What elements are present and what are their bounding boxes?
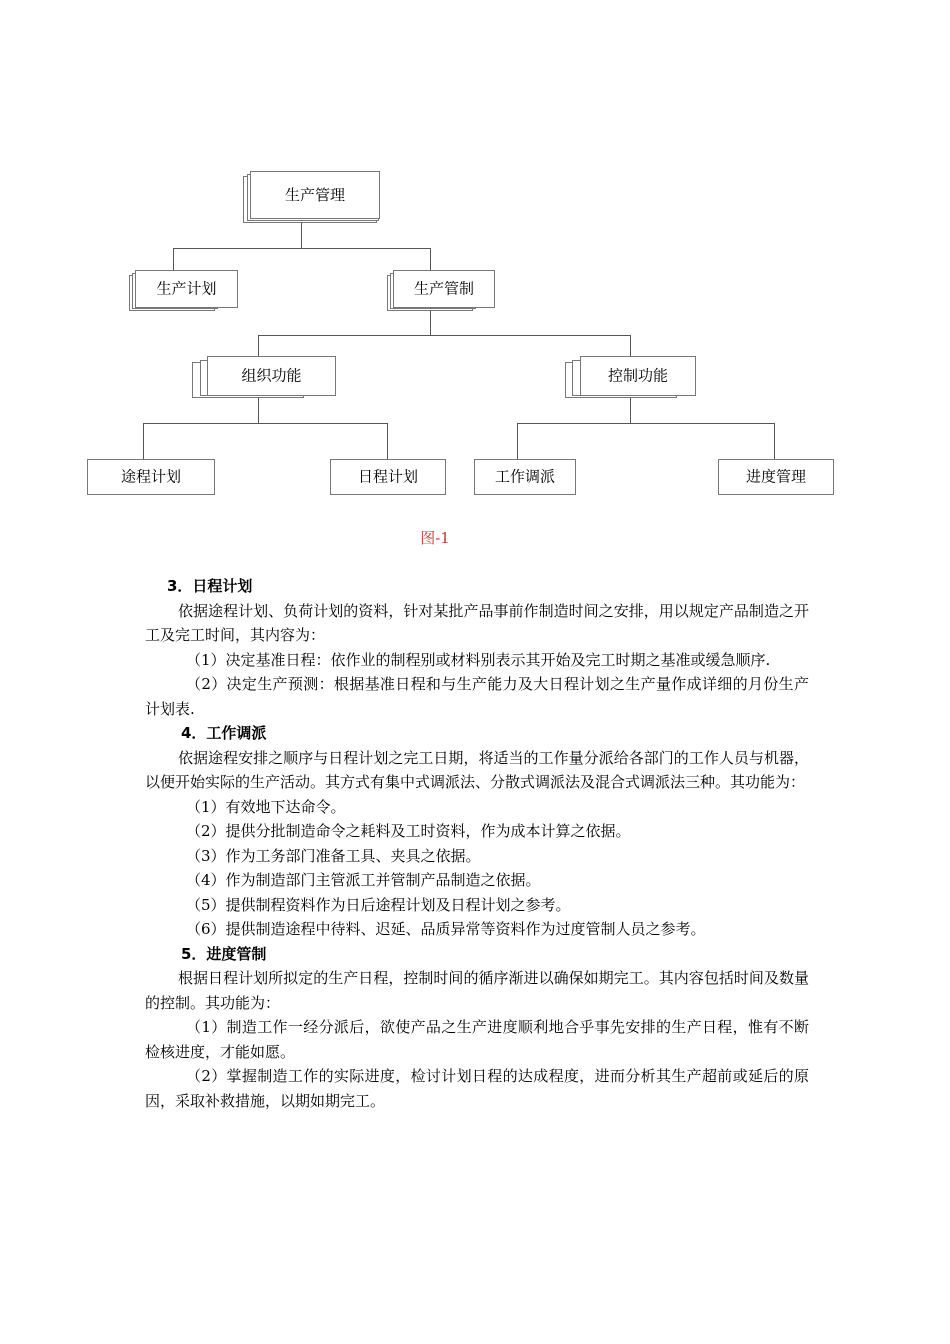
node-label: 进度管理	[745, 467, 806, 486]
node-route-plan	[87, 459, 215, 495]
node-production-management	[250, 171, 380, 219]
list-item: （3）作为工务部门准备工具、夹具之依据。	[186, 846, 481, 865]
node-label: 生产管制	[413, 279, 474, 298]
connector	[430, 248, 431, 270]
connector	[258, 335, 631, 336]
list-item: （2）提供分批制造命令之耗料及工时资料，作为成本计算之依据。	[186, 822, 631, 840]
node-label: 途程计划	[120, 467, 181, 486]
node-schedule-plan	[330, 459, 446, 495]
section-5-title: 5．进度管制	[181, 944, 267, 963]
connector	[143, 423, 388, 424]
node-label: 控制功能	[607, 366, 668, 385]
connector	[630, 396, 631, 423]
document-body	[145, 574, 809, 1113]
connector	[430, 308, 431, 335]
connector	[173, 248, 431, 249]
connector	[301, 221, 302, 248]
node-label: 工作调派	[494, 467, 555, 486]
connector	[143, 423, 144, 459]
connector	[173, 248, 174, 270]
node-work-dispatch	[474, 459, 576, 495]
connector	[517, 423, 518, 459]
node-label: 生产管理	[284, 186, 345, 204]
paragraph: 根据日程计划所拟定的生产日程，控制时间的循序渐进以确保如期完工。其内容包括时间及数量的控制。其功能为：	[145, 969, 809, 1012]
list-item: （1）决定基准日程：依作业的制程别或材料别表示其开始及完工时期之基准或缓急顺序.	[186, 650, 771, 669]
connector	[517, 423, 775, 424]
figure-caption: 图-1	[420, 529, 450, 547]
connector	[387, 423, 388, 459]
section-4-title: 4．工作调派	[181, 724, 267, 742]
paragraph: 依据途程计划、负荷计划的资料，针对某批产品事前作制造时间之安排，用以规定产品制造之开工及完工时间，其内容为：	[145, 601, 809, 644]
node-control-function	[580, 356, 696, 396]
node-production-control	[393, 270, 495, 308]
node-production-plan	[135, 270, 238, 308]
node-progress-management	[718, 459, 834, 495]
node-organization-function	[207, 356, 336, 396]
node-label: 组织功能	[241, 366, 302, 385]
list-item: （1）制造工作一经分派后，欲使产品之生产进度顺利地合乎事先安排的生产日程，惟有不断检核进度，才能如愿。	[145, 1018, 809, 1061]
list-item: （4）作为制造部门主管派工并管制产品制造之依据。	[186, 871, 541, 889]
list-item: （5）提供制程资料作为日后途程计划及日程计划之参考。	[186, 895, 571, 914]
list-item: （2）决定生产预测：根据基准日程和与生产能力及大日程计划之生产量作成详细的月份生产计划表.	[145, 675, 809, 718]
connector	[630, 335, 631, 357]
list-item: （2）掌握制造工作的实际进度，检讨计划日程的达成程度，进而分析其生产超前或延后的原因，采取补救措施，以期如期完工。	[145, 1067, 809, 1110]
node-label: 日程计划	[357, 467, 418, 486]
list-item: （6）提供制造途程中待料、迟延、品质异常等资料作为过度管制人员之参考。	[186, 920, 706, 938]
paragraph: 依据途程安排之顺序与日程计划之完工日期，将适当的工作量分派给各部门的工作人员与机器，以便开始实际的生产活动。其方式有集中式调派法、分散式调派法及混合式调派法三种。其功能为：	[145, 748, 809, 791]
list-item: （1）有效地下达命令。	[186, 797, 346, 816]
node-label: 生产计划	[156, 279, 217, 298]
section-3-title: 3．日程计划	[167, 577, 253, 595]
connector	[258, 335, 259, 357]
connector	[774, 423, 775, 459]
connector	[258, 396, 259, 423]
